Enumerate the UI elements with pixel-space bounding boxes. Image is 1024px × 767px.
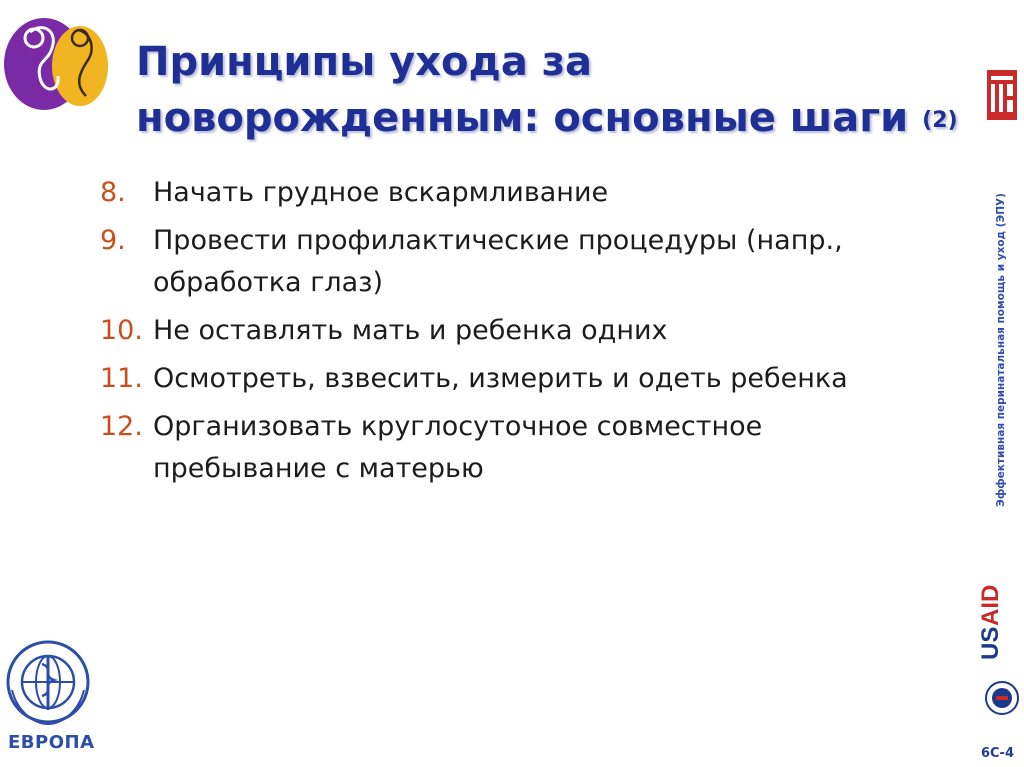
title-line-1: Принципы ухода за (136, 39, 592, 85)
title-line-2 (136, 90, 996, 149)
step-text-continued: пребывание с матерью (153, 453, 484, 484)
step-number: 9. (100, 225, 126, 256)
svg-text:AID: AID (977, 584, 1004, 626)
title-line-2-text: новорожденным: основные шаги (136, 95, 909, 141)
list-item (100, 406, 960, 490)
step-number: 11. (100, 363, 143, 394)
list-item (100, 220, 960, 304)
step-text: Организовать круглосуточное совместное (153, 411, 763, 442)
step-text-continued: обработка глаз) (153, 267, 384, 298)
step-number: 8. (100, 177, 126, 208)
title-part-tag: (2) (922, 108, 958, 133)
usaid-logo (977, 578, 1022, 674)
step-text: Начать грудное вскармливание (153, 177, 609, 208)
step-text: Провести профилактические процедуры (напр., (153, 225, 843, 256)
project-side-label (990, 160, 1012, 540)
steps-list (100, 172, 960, 496)
slide-title (136, 34, 996, 149)
who-region-label: ЕВРОПА (8, 732, 95, 753)
step-text: Осмотреть, взвесить, измерить и одеть ребенка (153, 363, 848, 394)
list-item (100, 172, 960, 214)
usaid-seal-icon (984, 680, 1020, 716)
list-item (100, 358, 960, 400)
svg-text:US: US (977, 626, 1004, 660)
jsi-logo (987, 70, 1017, 120)
mother-baby-logo (0, 4, 118, 116)
step-number: 10. (100, 315, 143, 346)
project-side-label-text: Эффективная перинатальная помощь и уход (ЭПУ) (995, 193, 1007, 507)
list-item (100, 310, 960, 352)
step-text: Не оставлять мать и ребенка одних (153, 315, 668, 346)
who-emblem (4, 634, 92, 732)
slide-number: 6С-4 (980, 746, 1014, 761)
step-number: 12. (100, 411, 143, 442)
